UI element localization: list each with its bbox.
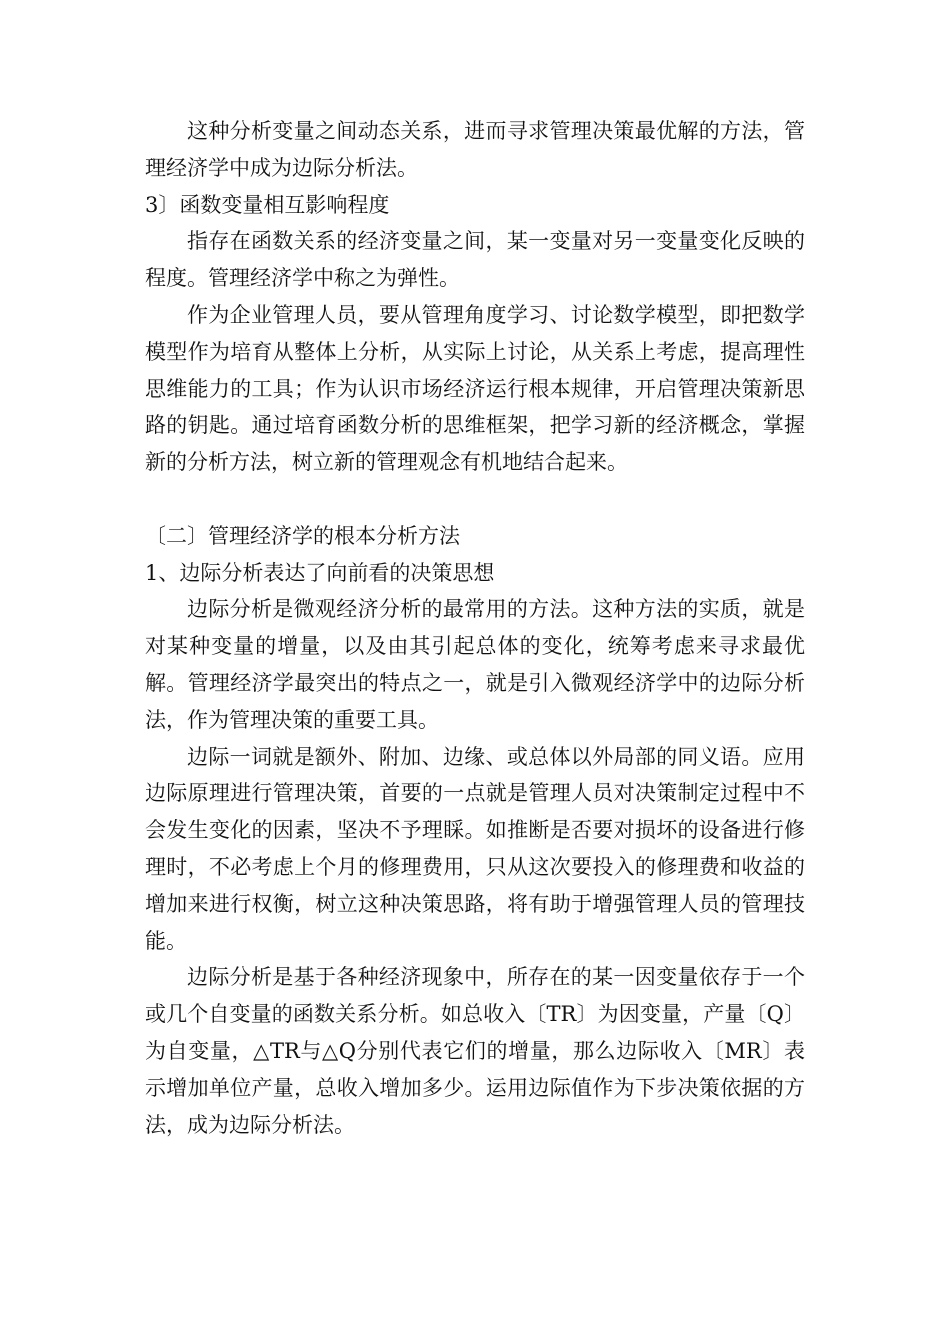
document-body: [145, 113, 805, 1143]
paragraph-marginal-revenue: 边际分析是基于各种经济现象中，所存在的某一因变量依存于一个或几个自变量的函数关系分析。如总收入〔TR〕为因变量，产量〔Q〕为自变量，△TR与△Q分别代表它们的增量，那么边际收入〔MR〕表示增加单位产量，总收入增加多少。运用边际值作为下步决策依据的方法，成为边际分析法。: [145, 965, 805, 1137]
heading-marginal-forward: 1、边际分析表达了向前看的决策思想: [145, 560, 495, 585]
heading-section-two: 〔二〕管理经济学的根本分析方法: [145, 523, 460, 548]
paragraph-manager-learning: 作为企业管理人员，要从管理角度学习、讨论数学模型，即把数学模型作为培育从整体上分析，从实际上讨论，从关系上考虑，提高理性思维能力的工具；作为认识市场经济运行根本规律，开启管理决策新思路的钥匙。通过培育函数分析的思维框架，把学习新的经济概念，掌握新的分析方法，树立新的管理观念有机地结合起来。: [145, 302, 805, 475]
paragraph-marginal-essence: 边际分析是微观经济分析的最常用的方法。这种方法的实质，就是对某种变量的增量，以及由其引起总体的变化，统筹考虑来寻求最优解。管理经济学最突出的特点之一，就是引入微观经济学中的边际分析法，作为管理决策的重要工具。: [145, 597, 805, 732]
heading-function-variable-influence: 3〕函数变量相互影响程度: [145, 192, 390, 217]
blank-line: [145, 481, 805, 518]
paragraph-marginal-meaning: 边际一词就是额外、附加、边缘、或总体以外局部的同义语。应用边际原理进行管理决策，首要的一点就是管理人员对决策制定过程中不会发生变化的因素，坚决不予理睬。如推断是否要对损坏的设备进行修理时，不必考虑上个月的修理费用，只从这次要投入的修理费和收益的增加来进行权衡，树立这种决策思路，将有助于增强管理人员的管理技能。: [145, 744, 805, 953]
paragraph-elasticity: 指存在函数关系的经济变量之间，某一变量对另一变量变化反映的程度。管理经济学中称之为弹性。: [145, 229, 805, 291]
paragraph-marginal-dynamic: 这种分析变量之间动态关系，进而寻求管理决策最优解的方法，管理经济学中成为边际分析法。: [145, 119, 805, 180]
